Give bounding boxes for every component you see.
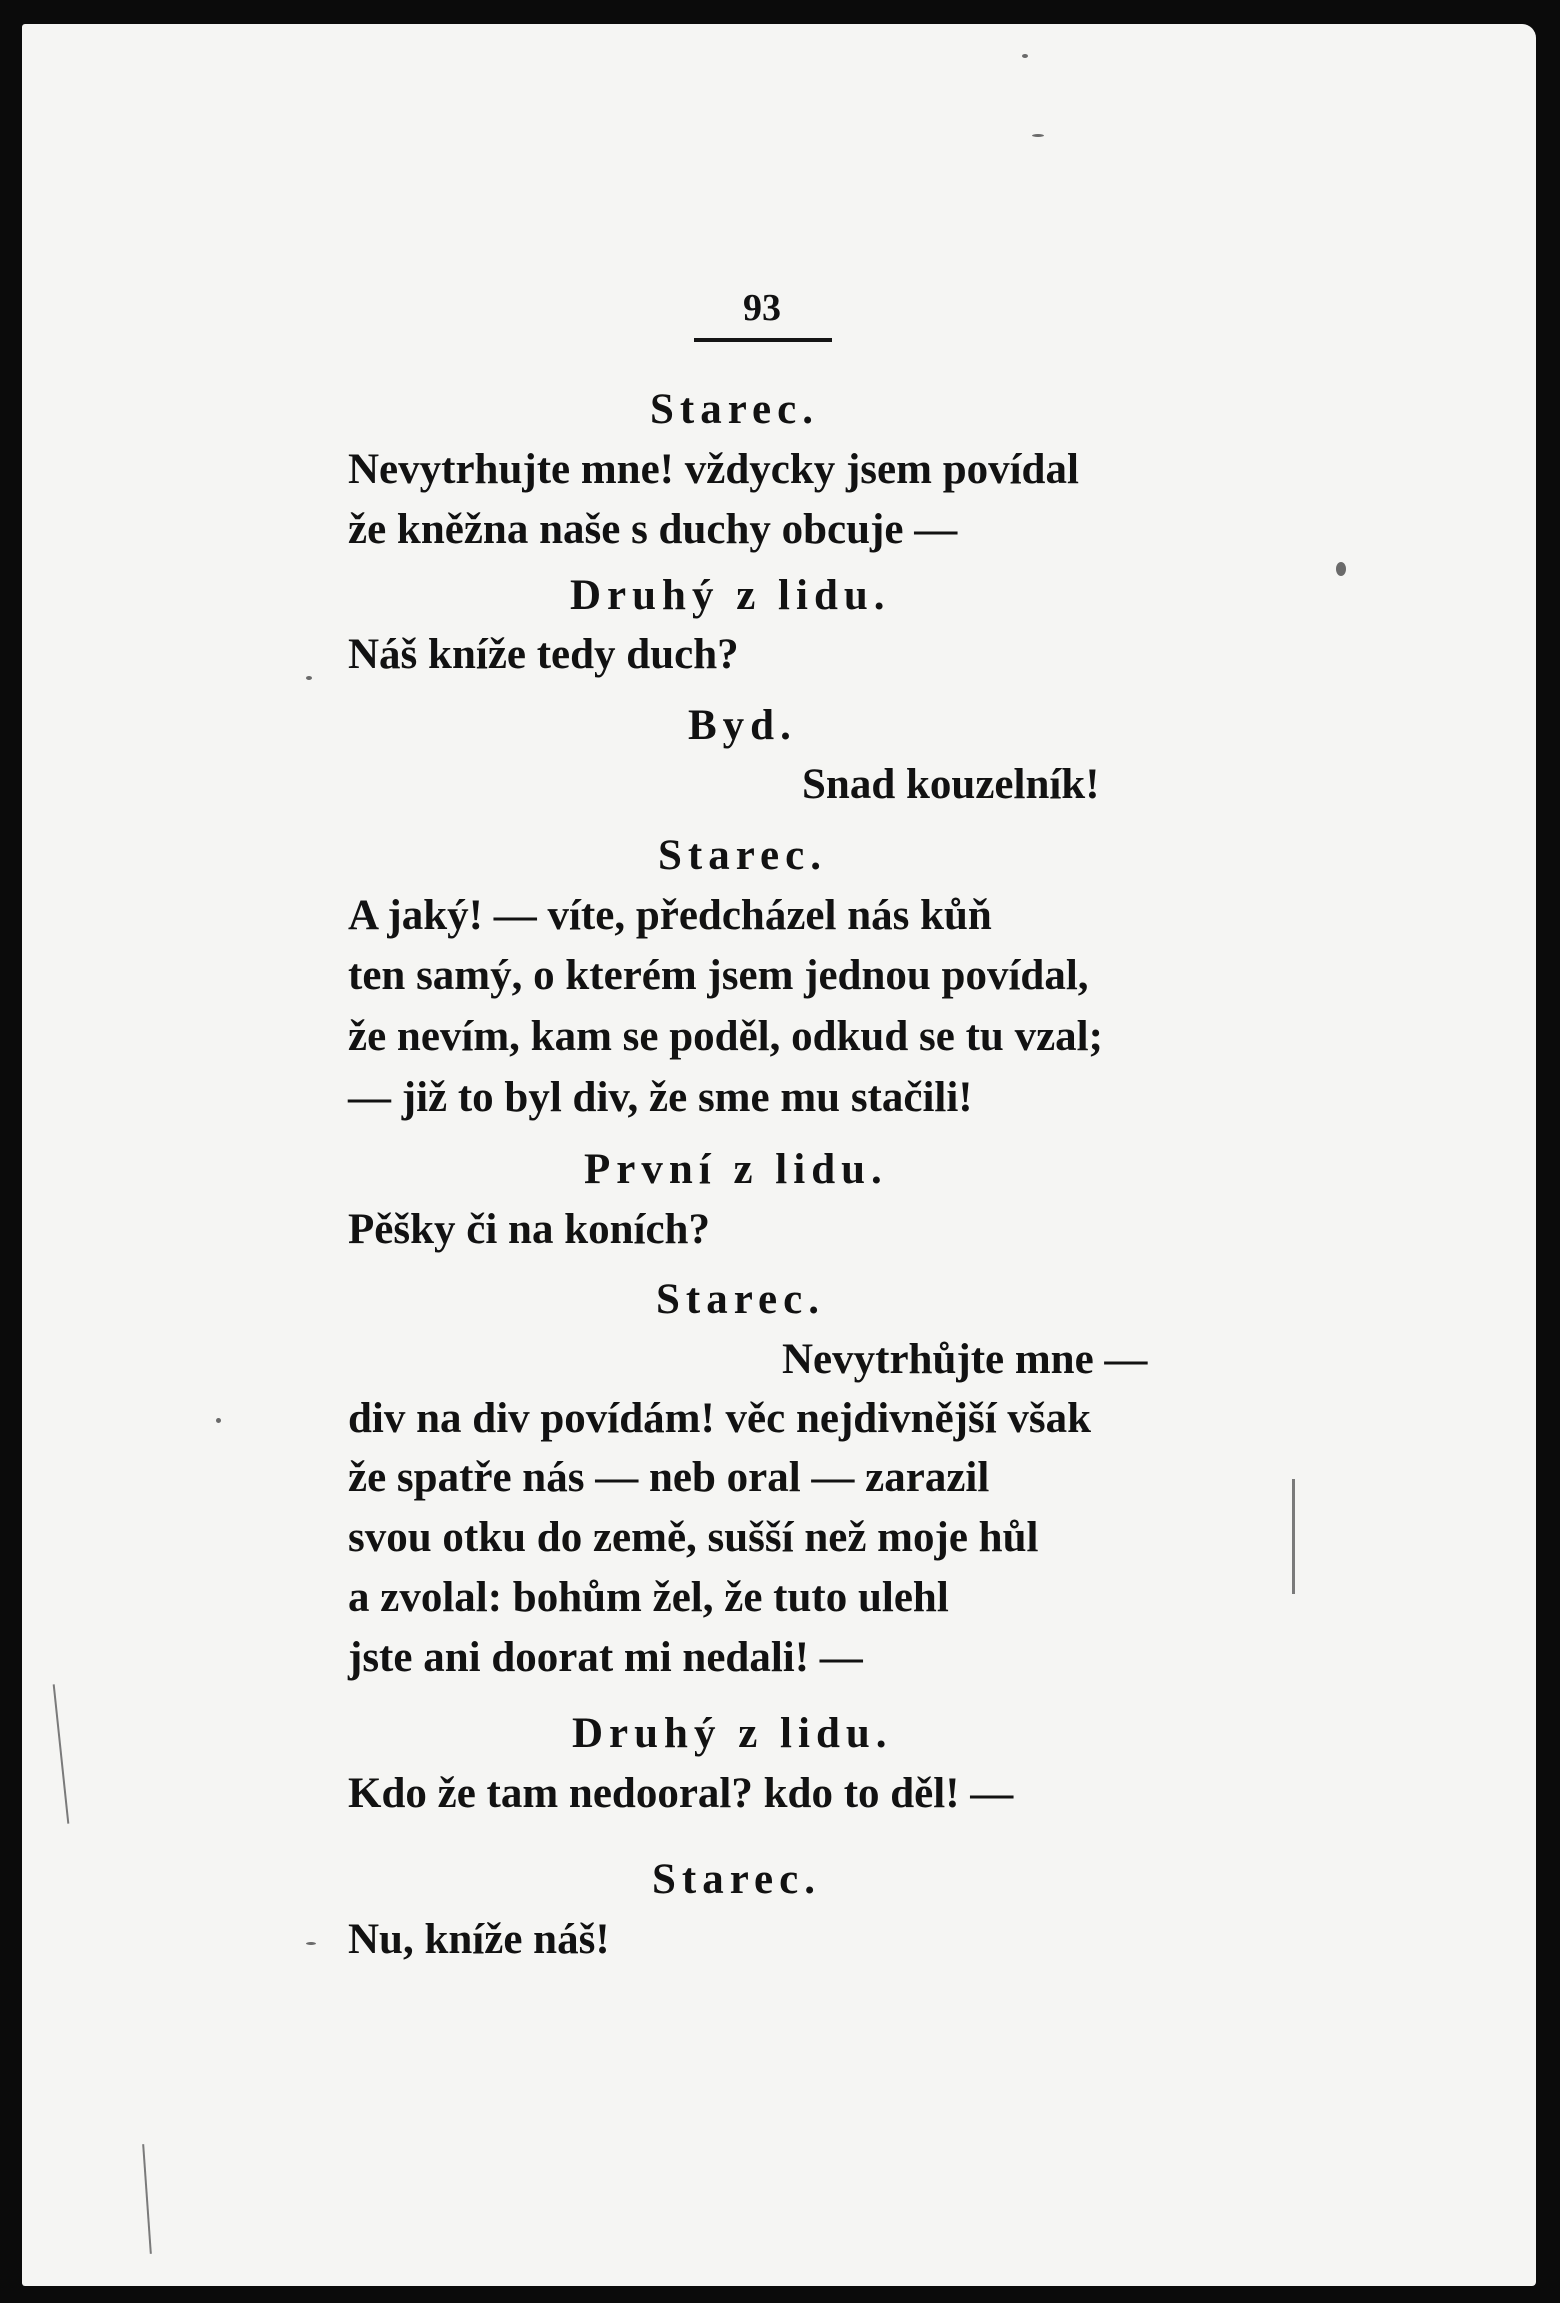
speaker-name: První z lidu. <box>584 1146 888 1193</box>
verse-line: — již to byl div, že sme mu stačili! <box>348 1074 973 1121</box>
ink-speck <box>1022 54 1028 58</box>
verse-line: Nu, kníže náš! <box>348 1916 610 1963</box>
verse-line: div na div povídám! věc nejdivnější však <box>348 1395 1092 1442</box>
verse-line: Nevytrhůjte mne — <box>782 1336 1148 1383</box>
ink-speck <box>1336 562 1346 576</box>
verse-line: Pěšky či na koních? <box>348 1206 710 1253</box>
ink-speck <box>306 676 312 680</box>
verse-line: Náš kníže tedy duch? <box>348 631 739 678</box>
scan-scratch <box>142 2144 152 2254</box>
verse-line: svou otku do země, sušší než moje hůl <box>348 1514 1039 1561</box>
verse-line: ten samý, o kterém jsem jednou povídal, <box>348 952 1089 999</box>
ink-speck <box>1032 134 1044 137</box>
page-number-rule <box>694 338 832 342</box>
scan-scratch <box>1292 1479 1295 1594</box>
speaker-name: Druhý z lidu. <box>570 572 891 619</box>
book-page <box>22 24 1536 2286</box>
verse-line: že spatře nás — neb oral — zarazil <box>348 1454 990 1501</box>
verse-line: že kněžna naše s duchy obcuje — <box>348 506 958 553</box>
page-number: 93 <box>743 287 781 329</box>
verse-line: Kdo že tam nedooral? kdo to děl! — <box>348 1770 1014 1817</box>
verse-line: jste ani doorat mi nedali! — <box>348 1634 863 1681</box>
scan-scratch <box>53 1684 70 1823</box>
speaker-name: Starec. <box>652 1856 821 1903</box>
verse-line: A jaký! — víte, předcházel nás kůň <box>348 892 992 939</box>
speaker-name: Byd. <box>688 702 797 749</box>
ink-speck <box>306 1942 316 1945</box>
verse-line: Nevytrhujte mne! vždycky jsem povídal <box>348 446 1079 493</box>
speaker-name: Starec. <box>656 1276 825 1323</box>
verse-line: že nevím, kam se poděl, odkud se tu vzal; <box>348 1013 1103 1060</box>
verse-line: Snad kouzelník! <box>802 761 1100 808</box>
speaker-name: Starec. <box>658 832 827 879</box>
ink-speck <box>216 1418 221 1423</box>
speaker-name: Starec. <box>650 386 819 433</box>
verse-line: a zvolal: bohům žel, že tuto ulehl <box>348 1574 949 1621</box>
speaker-name: Druhý z lidu. <box>572 1710 893 1757</box>
